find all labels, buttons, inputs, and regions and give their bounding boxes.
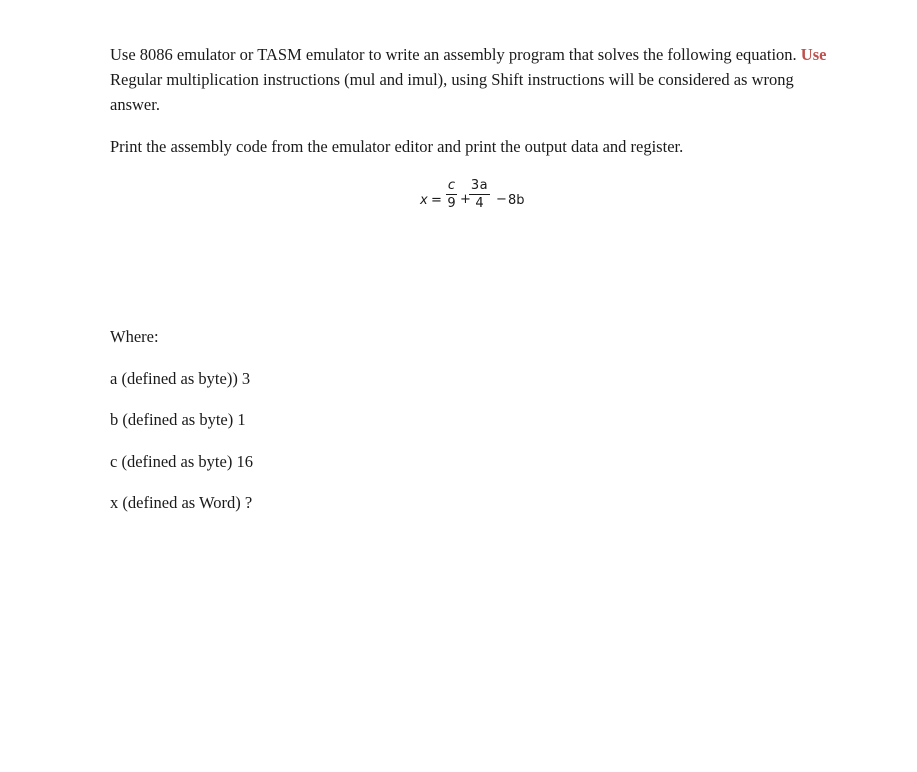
fraction1-numerator: c [447, 178, 456, 193]
statement-highlight: Use [800, 45, 827, 64]
where-label: Where: [110, 327, 159, 346]
variable-a: a (defined as byte)) 3 [110, 369, 251, 388]
equation-minus: − [496, 192, 507, 207]
fraction1-bar [446, 194, 457, 195]
variable-x: x (defined as Word) ? [110, 493, 253, 512]
equation-lhs: x [420, 193, 428, 208]
equation-plus: + [460, 192, 471, 207]
fraction1-denominator: 9 [447, 196, 456, 211]
statement-part1: Use 8086 emulator or TASM emulator to write an assembly program that solves the following equation. [110, 45, 801, 64]
equation-term-8b: 8b [508, 193, 525, 208]
equation-equals: = [431, 193, 442, 208]
variable-b: b (defined as byte) 1 [110, 410, 246, 429]
fraction2-bar [469, 194, 490, 195]
fraction2-numerator: 3a [470, 178, 489, 193]
fraction-c-over-9 [446, 178, 457, 211]
print-instruction: Print the assembly code from the emulator editor and print the output data and register. [110, 137, 684, 156]
variable-c: c (defined as byte) 16 [110, 452, 253, 471]
fraction-3a-over-4 [469, 178, 490, 211]
statement-part2: Regular multiplication instructions (mul and imul), using Shift instructions will be considered as wrong answer. [110, 70, 794, 114]
problem-statement [110, 42, 830, 117]
fraction2-denominator: 4 [475, 196, 484, 211]
